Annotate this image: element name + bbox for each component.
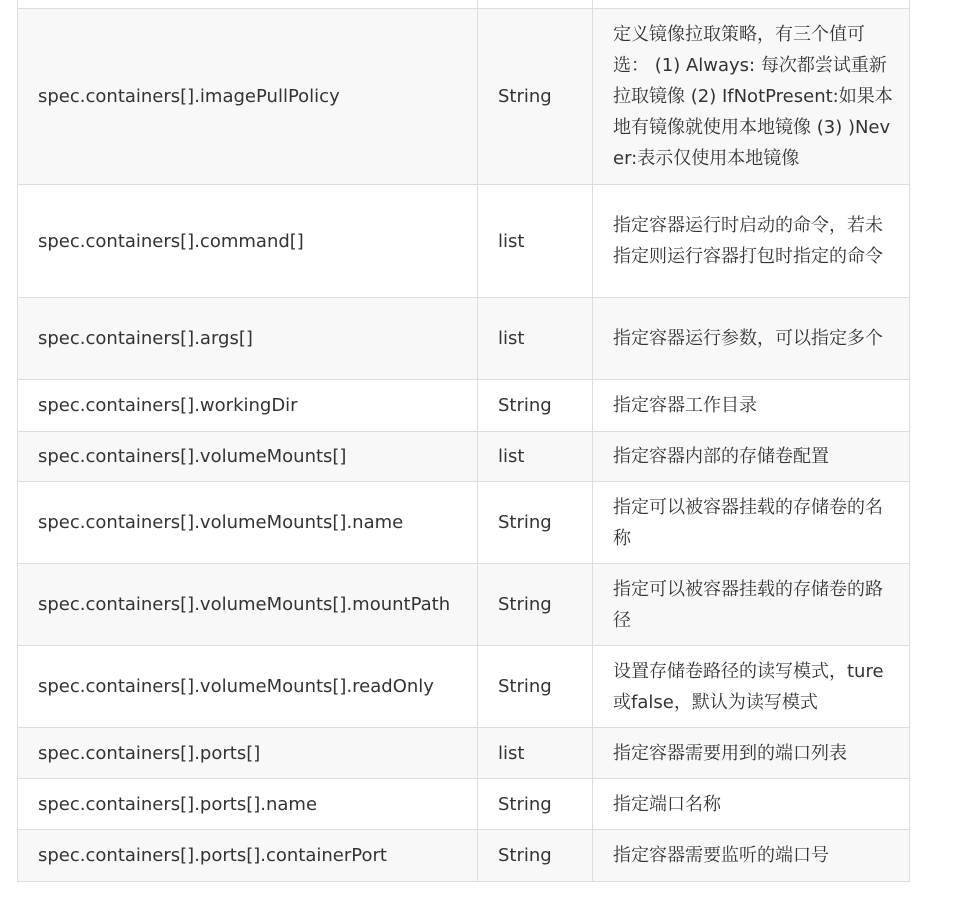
type-cell: String: [478, 482, 593, 564]
table-cell: [18, 0, 478, 9]
table-row: [18, 728, 910, 779]
type-cell: list: [478, 432, 593, 482]
type-cell: String: [478, 779, 593, 830]
table-row-cutoff: [18, 0, 910, 9]
type-cell: list: [478, 728, 593, 779]
type-cell: String: [478, 564, 593, 646]
table-row: [18, 298, 910, 380]
table-cell: [478, 0, 593, 9]
type-cell: String: [478, 9, 593, 185]
description-cell: 指定容器内部的存储卷配置: [593, 432, 910, 482]
description-cell: 指定容器需要用到的端口列表: [593, 728, 910, 779]
field-name-cell: spec.containers[].ports[].containerPort: [18, 830, 478, 882]
field-name-cell: spec.containers[].imagePullPolicy: [18, 9, 478, 185]
field-name-cell: spec.containers[].volumeMounts[].readOnly: [18, 646, 478, 728]
field-name-cell: spec.containers[].volumeMounts[].name: [18, 482, 478, 564]
type-cell: String: [478, 380, 593, 432]
description-cell: 指定容器运行时启动的命令，若未指定则运行容器打包时指定的命令: [593, 185, 910, 298]
field-name-cell: spec.containers[].volumeMounts[].mountPath: [18, 564, 478, 646]
field-name-cell: spec.containers[].command[]: [18, 185, 478, 298]
table-row: [18, 564, 910, 646]
description-cell: 指定容器运行参数，可以指定多个: [593, 298, 910, 380]
table-row: [18, 380, 910, 432]
table-row: [18, 482, 910, 564]
description-cell: 指定容器需要监听的端口号: [593, 830, 910, 882]
description-cell: 指定可以被容器挂载的存储卷的路径: [593, 564, 910, 646]
description-cell: 指定可以被容器挂载的存储卷的名称: [593, 482, 910, 564]
table-row: [18, 9, 910, 185]
type-cell: list: [478, 185, 593, 298]
field-name-cell: spec.containers[].args[]: [18, 298, 478, 380]
table-row: [18, 779, 910, 830]
table-row: [18, 830, 910, 882]
type-cell: list: [478, 298, 593, 380]
description-cell: 指定端口名称: [593, 779, 910, 830]
type-cell: String: [478, 646, 593, 728]
table-row: [18, 185, 910, 298]
description-cell: 定义镜像拉取策略，有三个值可选： (1) Always: 每次都尝试重新拉取镜像 (2) IfNotPresent:如果本地有镜像就使用本地镜像 (3) )Never:表示仅使用本地镜像: [593, 9, 910, 185]
type-cell: String: [478, 830, 593, 882]
spec-fields-table: [17, 0, 910, 882]
field-name-cell: spec.containers[].ports[]: [18, 728, 478, 779]
table-row: [18, 432, 910, 482]
table-row: [18, 646, 910, 728]
field-name-cell: spec.containers[].ports[].name: [18, 779, 478, 830]
field-name-cell: spec.containers[].workingDir: [18, 380, 478, 432]
table-cell: [593, 0, 910, 9]
field-name-cell: spec.containers[].volumeMounts[]: [18, 432, 478, 482]
description-cell: 指定容器工作目录: [593, 380, 910, 432]
description-cell: 设置存储卷路径的读写模式，ture或false，默认为读写模式: [593, 646, 910, 728]
